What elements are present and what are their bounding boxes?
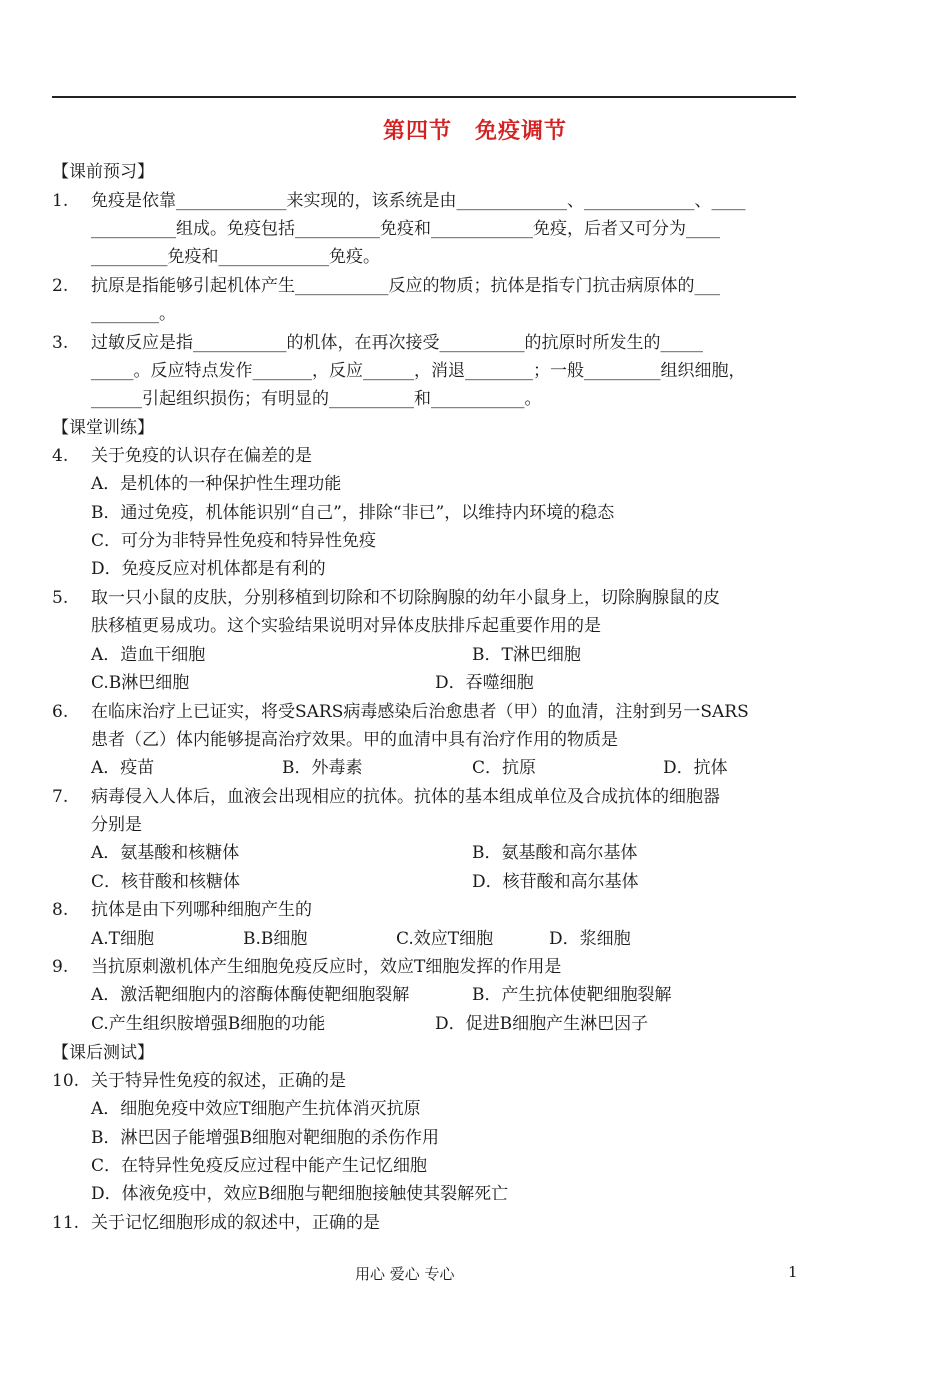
question-number: 1. — [52, 191, 69, 211]
question-text: __________组成。免疫包括__________免疫和____________免疫，后者又可分为____ — [91, 219, 720, 239]
option-a: A．是机体的一种保护性生理功能 — [91, 474, 342, 494]
option-d: D．抗体 — [663, 758, 728, 778]
question-text: 患者（乙）体内能够提高治疗效果。甲的血清中具有治疗作用的物质是 — [91, 730, 618, 750]
option-d: D．体液免疫中，效应B细胞与靶细胞接触使其裂解死亡 — [91, 1184, 509, 1204]
question-text: 抗原是指能够引起机体产生___________反应的物质；抗体是指专门抗击病原体的___ — [91, 276, 720, 296]
question-number: 11. — [52, 1213, 80, 1233]
question-number: 10. — [52, 1071, 80, 1091]
option-b: B.B细胞 — [243, 929, 308, 949]
question-number: 4. — [52, 446, 69, 466]
question-number: 6. — [52, 702, 69, 722]
page-title: 第四节 免疫调节 — [382, 119, 567, 144]
option-d: D．浆细胞 — [549, 929, 631, 949]
question-text: _________免疫和_____________免疫。 — [91, 247, 380, 267]
question-text: 肤移植更易成功。这个实验结果说明对异体皮肤排斥起重要作用的是 — [91, 616, 601, 636]
option-b: B．淋巴因子能增强B细胞对靶细胞的杀伤作用 — [91, 1128, 439, 1148]
header-rule — [52, 96, 796, 98]
question-text: 分别是 — [91, 815, 142, 835]
question-text: ________。 — [91, 304, 176, 324]
question-text: 当抗原刺激机体产生细胞免疫反应时，效应T细胞发挥的作用是 — [91, 957, 562, 977]
question-text: ______引起组织损伤；有明显的__________和___________。 — [91, 389, 542, 409]
question-text: _____。反应特点发作_______，反应______，消退________；一般_________组织细胞， — [91, 361, 746, 381]
option-a: A．疫苗 — [91, 758, 155, 778]
footer-text: 用心 爱心 专心 — [355, 1265, 455, 1283]
option-c: C．可分为非特异性免疫和特异性免疫 — [91, 531, 377, 551]
option-b: B．外毒素 — [282, 758, 363, 778]
option-a: A.T细胞 — [91, 929, 155, 949]
option-b: B．氨基酸和高尔基体 — [472, 843, 638, 863]
option-c: C．核苷酸和核糖体 — [91, 872, 241, 892]
option-a: A．激活靶细胞内的溶酶体酶使靶细胞裂解 — [91, 985, 410, 1005]
question-number: 7. — [52, 787, 69, 807]
option-b: B．T淋巴细胞 — [472, 645, 581, 665]
option-d: D．促进B细胞产生淋巴因子 — [435, 1014, 649, 1034]
question-number: 3. — [52, 333, 69, 353]
question-text: 关于记忆细胞形成的叙述中，正确的是 — [91, 1213, 380, 1233]
question-text: 在临床治疗上已证实，将受SARS病毒感染后治愈患者（甲）的血清，注射到另一SARS — [91, 702, 749, 722]
option-c: C.B淋巴细胞 — [91, 673, 190, 693]
question-text: 抗体是由下列哪种细胞产生的 — [91, 900, 312, 920]
question-text: 关于免疫的认识存在偏差的是 — [91, 446, 312, 466]
question-text: 免疫是依靠_____________来实现的，该系统是由_____________、_____________、____ — [91, 191, 746, 211]
option-a: A．细胞免疫中效应T细胞产生抗体消灭抗原 — [91, 1099, 421, 1119]
option-b: B．通过免疫，机体能识别“自己”，排除“非已”，以维持内环境的稳态 — [91, 503, 615, 523]
question-text: 关于特异性免疫的叙述，正确的是 — [91, 1071, 346, 1091]
question-text: 病毒侵入人体后，血液会出现相应的抗体。抗体的基本组成单位及合成抗体的细胞器 — [91, 787, 720, 807]
page-number: 1 — [788, 1263, 798, 1281]
section-heading-classroom: 【课堂训练】 — [52, 418, 154, 438]
question-text: 过敏反应是指___________的机体，在再次接受__________的抗原时所发生的_____ — [91, 333, 703, 353]
option-c: C.效应T细胞 — [396, 929, 494, 949]
option-a: A．造血干细胞 — [91, 645, 206, 665]
option-a: A．氨基酸和核糖体 — [91, 843, 240, 863]
section-heading-preview: 【课前预习】 — [52, 162, 154, 182]
option-d: D．核苷酸和高尔基体 — [472, 872, 639, 892]
section-heading-post-test: 【课后测试】 — [52, 1043, 154, 1063]
question-number: 2. — [52, 276, 69, 296]
option-d: D．吞噬细胞 — [435, 673, 534, 693]
question-number: 9. — [52, 957, 69, 977]
option-c: C．抗原 — [472, 758, 537, 778]
option-b: B．产生抗体使靶细胞裂解 — [472, 985, 672, 1005]
option-c: C.产生组织胺增强B细胞的功能 — [91, 1014, 326, 1034]
option-c: C．在特异性免疫反应过程中能产生记忆细胞 — [91, 1156, 428, 1176]
question-number: 5. — [52, 588, 69, 608]
option-d: D．免疫反应对机体都是有利的 — [91, 559, 326, 579]
question-number: 8. — [52, 900, 69, 920]
question-text: 取一只小鼠的皮肤，分别移植到切除和不切除胸腺的幼年小鼠身上，切除胸腺鼠的皮 — [91, 588, 720, 608]
